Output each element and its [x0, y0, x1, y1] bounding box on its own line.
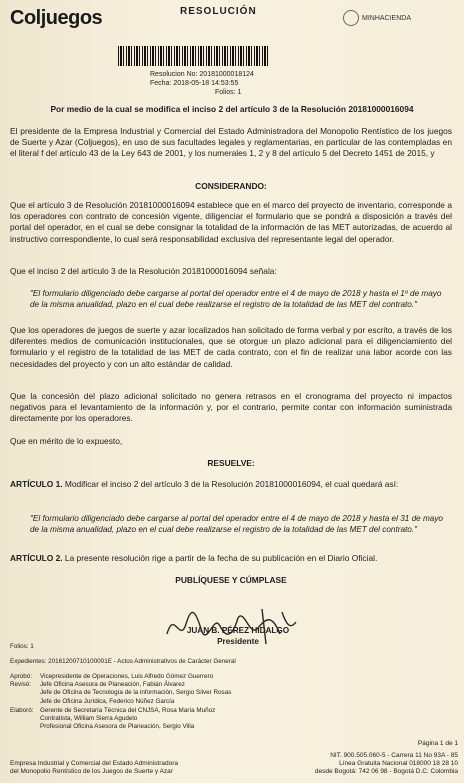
annex-expedientes: Expedientes: 20161200710100001E - Actos Administrativos de Carácter General [10, 658, 236, 665]
footer-line: Línea Gratuita Nacional 018000 18 28 10 [339, 760, 458, 767]
elaboro-label: Elaboró: [10, 707, 34, 714]
considerando-paragraph-3: Que los operadores de juegos de suerte y azar localizados han solicitado de forma verbal y por escrito, a través de los diferentes medios de comunicación institucionales, que se otorgue un plazo adicional para el diligenciamiento del formulario y el registro de la totalidad de las MET de cada contrato, con el fin de realizar una labor acorde con las necesidades del proyecto y con un alto estándar de calidad. [10, 325, 452, 369]
aprobo-list [40, 673, 231, 706]
considerando-label: CONSIDERANDO: [195, 181, 267, 191]
footer-contact [300, 740, 458, 776]
elaboro-line: Profesional Oficina Asesora de Planeación, Sergio Villa [40, 723, 195, 731]
resuelve-label: RESUELVE: [207, 458, 255, 468]
document-heading: Por medio de la cual se modifica el inciso 2 del artículo 3 de la Resolución 20181000016094 [50, 104, 414, 114]
quoted-original-clause: "El formulario diligenciado debe cargarse al portal del operador entre el 4 de mayo de 2018 y hasta el 1º de mayo de la misma anualidad, plazo en el cual debe realizarse el registro de la totalidad de las MET del contrato." [30, 289, 442, 309]
resolution-date: Fecha: 2018-05-18 14:53:55 [150, 80, 239, 87]
footer-entity-line-1: Empresa Industrial y Comercial del Estado Administradora [10, 760, 178, 767]
reviso-label: Revisó: [10, 681, 31, 688]
footer-page-number: Página 1 de 1 [417, 740, 458, 747]
quoted-modified-clause: "El formulario diligenciado debe cargarse al portal del operador entre el 4 de mayo de 2018 y hasta el 31 de mayo de la misma anualidad, plazo en el cual debe realizarse el registro de la totalidad de las MET del contrato." [30, 514, 443, 534]
aprobo-line: Jefe de Oficina Jurídica, Federico Núñez García [40, 697, 175, 705]
signatory-role: Presidente [217, 637, 259, 646]
aprobo-label: Aprobó: [10, 673, 33, 680]
considerando-paragraph-5: Que en mérito de lo expuesto, [10, 436, 123, 446]
coljuegos-logo: Coljuegos [10, 7, 103, 29]
barcode [118, 46, 268, 66]
considerando-paragraph-2: Que el inciso 2 del artículo 3 de la Resolución 20181000016094 señala: [10, 266, 277, 276]
resolution-folios: Folios: 1 [215, 89, 242, 96]
considerando-paragraph-4: Que la concesión del plazo adicional solicitado no genera retrasos en el cronograma del proyecto ni impactos negativos para el levantamiento de la información y, por el contrario, permite contar con información suministrada directamente por los operadores. [10, 391, 452, 424]
footer-entity [10, 760, 178, 776]
articulo-2-label: ARTÍCULO 2. [10, 553, 63, 563]
ministry-label: MINHACIENDA [362, 14, 412, 22]
footer-nit: NIT. 900.505.060-5 - Carrera 11 No 93A - 85 [330, 752, 458, 759]
articulo-2-text: La presente resolución rige a partir de la fecha de su publicación en el Diario Oficial. [64, 553, 378, 563]
footer-entity-line-2: del Monopolio Rentístico de los Juegos de Suerte y Azar [10, 768, 173, 775]
coat-of-arms-icon [343, 10, 359, 26]
articulo-1-text: Modificar el inciso 2 del artículo 3 de la Resolución 20181000016094, el cual quedará así: [64, 479, 399, 489]
aprobo-line: Jefe Oficina Asesora de Planeación, Fabián Álvarez [40, 681, 185, 689]
signatory-name: JUAN B. PÉREZ HIDALGO [186, 626, 290, 635]
considerando-paragraph-1: Que el artículo 3 de Resolución 20181000016094 establece que en el marco del proyecto de inventario, corresponde a los operadores con contrato de concesión vigente, diligenciar el formulario que se pondrá a disposición a través del portal del operador, en el cual se debe consignar la totalidad de la información de las MET autorizadas, de acuerdo al instructivo correspondiente, lo cual será responsabilidad exclusiva del representante legal del operador. [10, 200, 452, 244]
closing-formula: PUBLÍQUESE Y CÚMPLASE [175, 575, 287, 585]
elaboro-line: Contratista, William Sierra Agudelo [40, 715, 138, 723]
footer-phone: desde Bogotá: 742 06 98 - Bogotá D.C. Colombia [314, 768, 458, 775]
annex-folios: Folios: 1 [10, 643, 34, 650]
articulo-1 [10, 479, 452, 490]
aprobo-line: Jefe de Oficina de Tecnología de la información, Sergio Silver Rosas [40, 689, 232, 697]
elaboro-list [40, 707, 215, 732]
articulo-2 [10, 553, 452, 564]
document-type-title: RESOLUCIÓN [180, 6, 257, 17]
resolution-number: Resolucion No: 20181000018124 [150, 71, 254, 78]
ministry-logo [343, 10, 411, 26]
aprobo-line: Vicepresidente de Operaciones, Luis Alfredo Gómez Guerrero [40, 673, 214, 680]
articulo-1-label: ARTÍCULO 1. [10, 479, 63, 489]
intro-paragraph: El presidente de la Empresa Industrial y Comercial del Estado Administradora del Monopolio Rentístico de los juegos de Suerte y Azar (Coljuegos), en uso de sus facultades legales y reglamentarias, en particular de las contempladas en el literal f del artículo 43 de la Ley 643 de 2001, y los numerales 1, 2 y 8 del artículo 5 del Decreto 1451 de 2015, y [10, 126, 452, 159]
elaboro-line: Gerente de Secretaría Técnica del CNJSA, Rosa María Muñoz [40, 707, 216, 714]
